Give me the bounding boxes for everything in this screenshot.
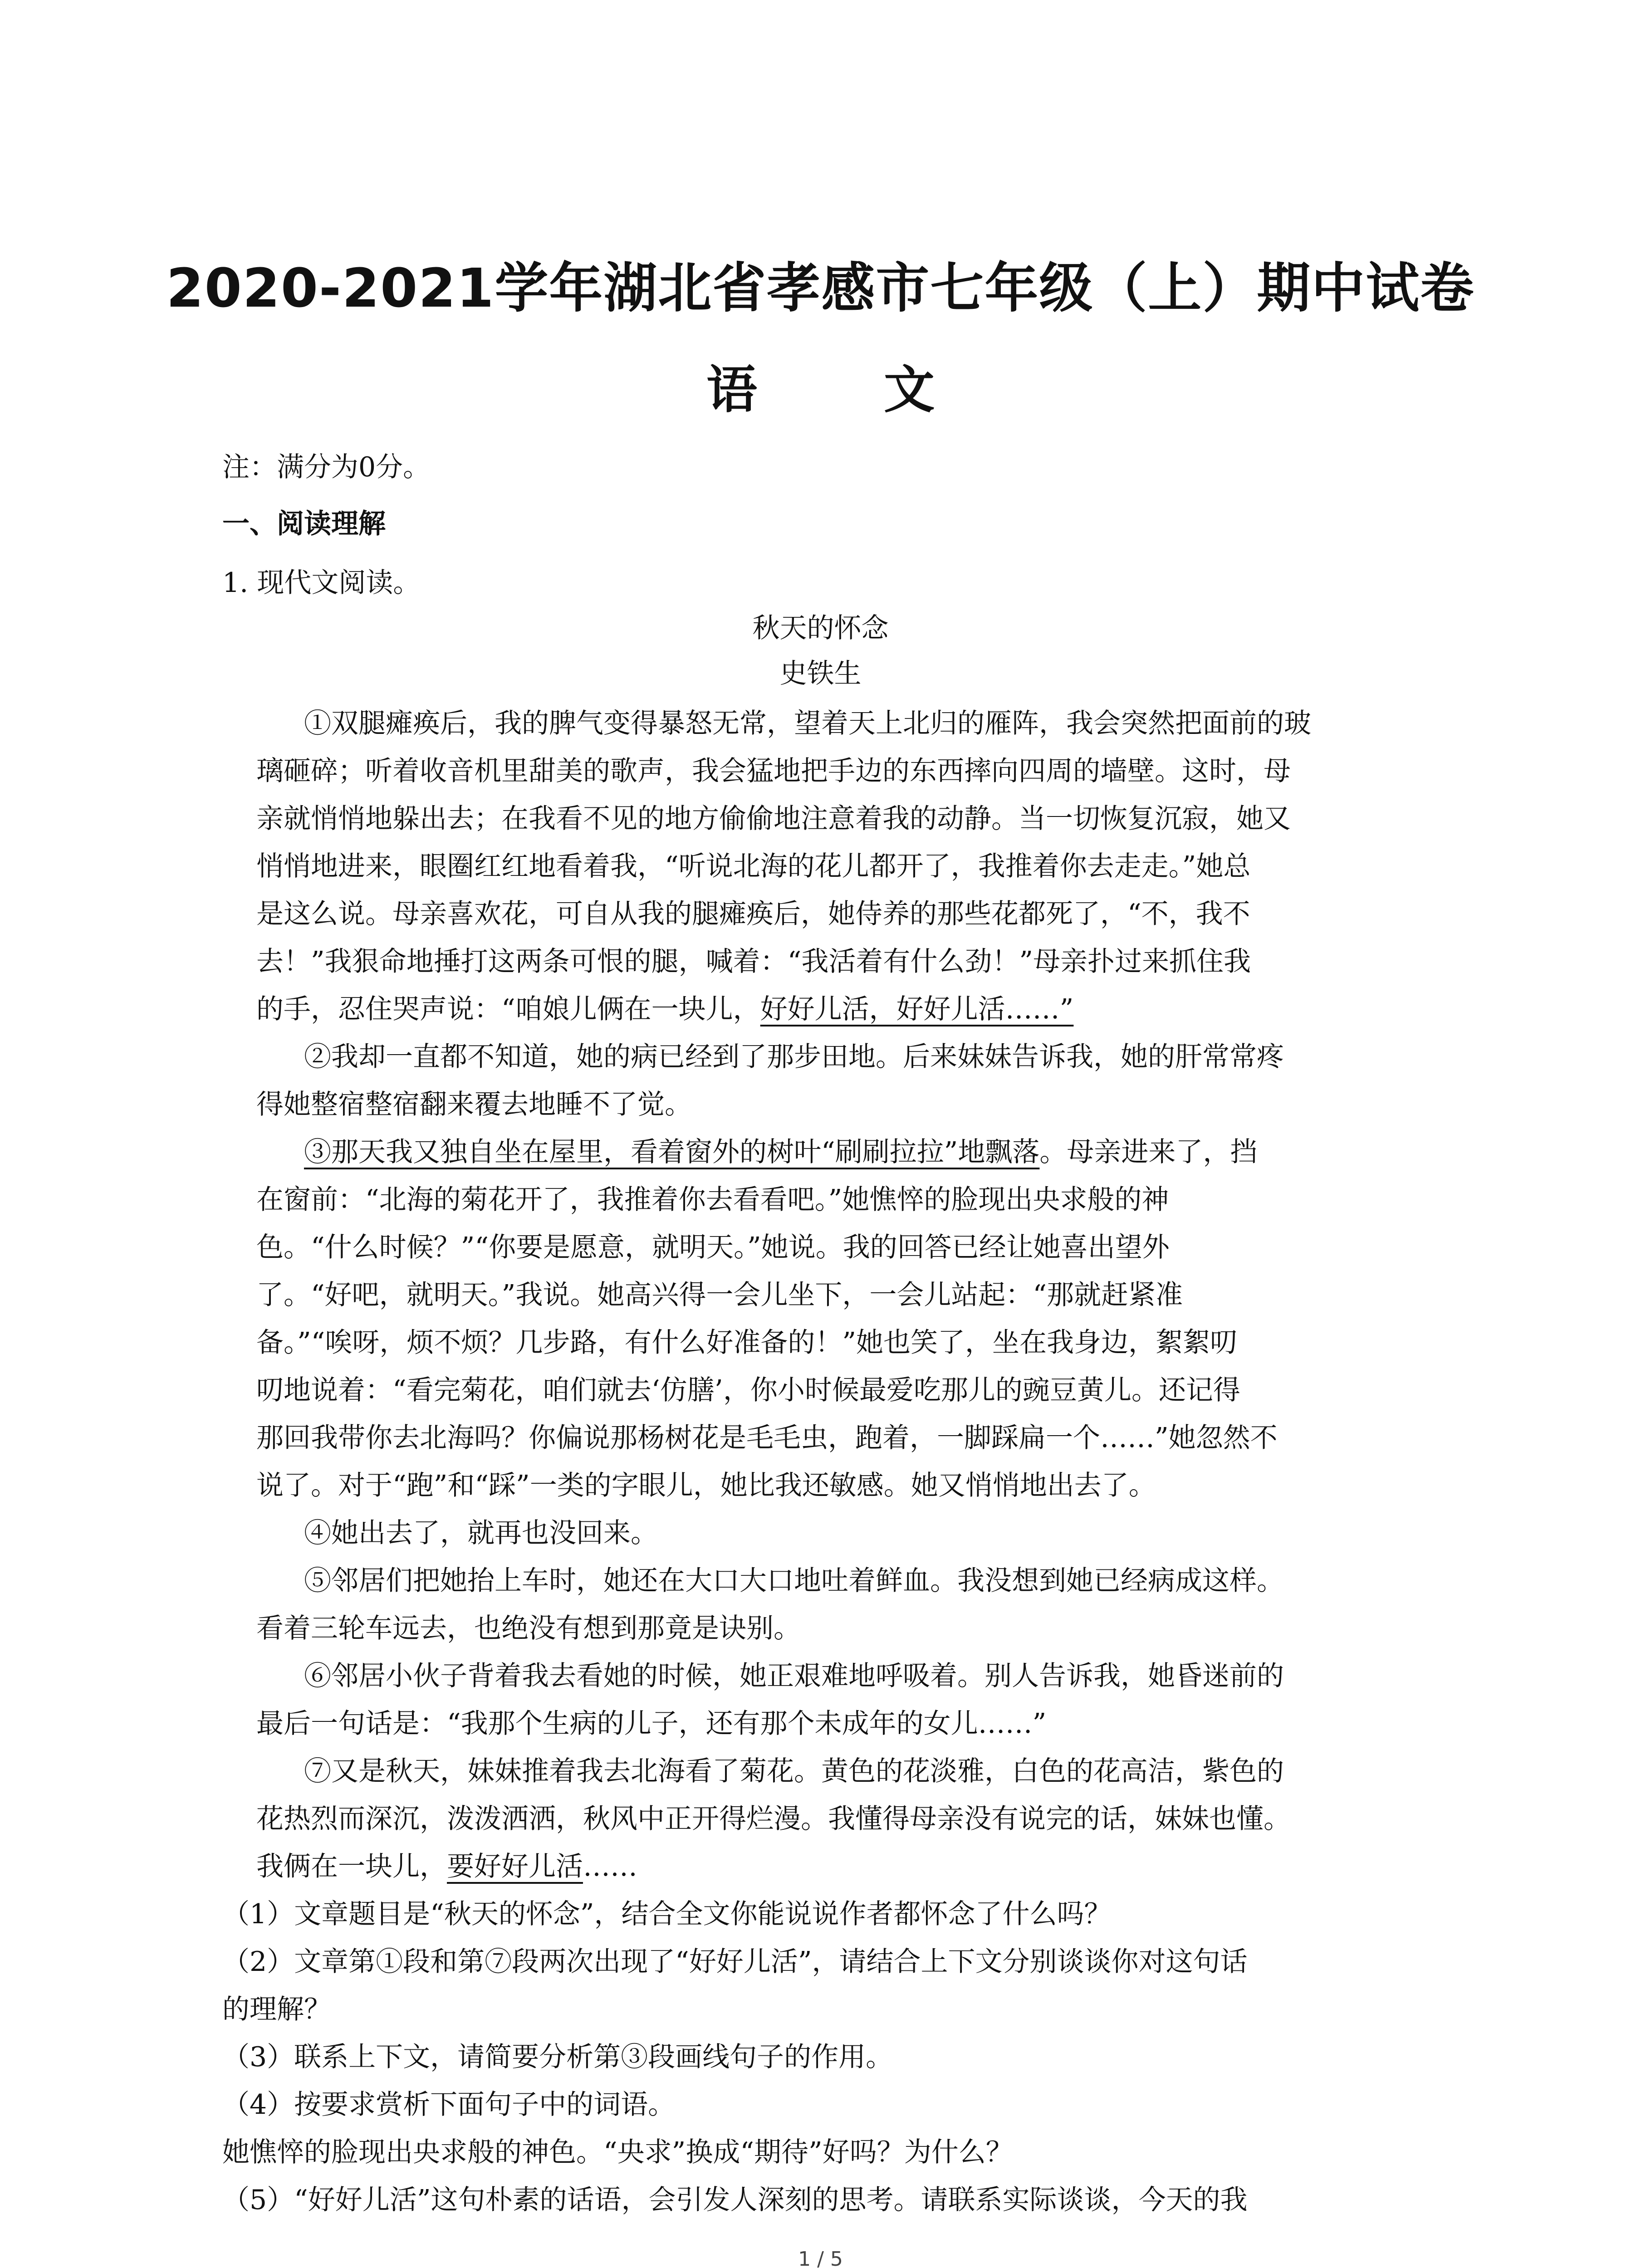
subquestion: （5）“好好儿活”这句朴素的话语，会引发人深刻的思考。请联系实际谈谈，今天的我 bbox=[222, 2184, 1248, 2216]
paragraph-line: ⑤邻居们把她抬上车时，她还在大口大口地吐着鲜血。我没想到她已经病成这样。 bbox=[304, 1565, 1284, 1597]
paragraph-line: 那回我带你去北海吗？你偏说那杨树花是毛毛虫，跑着，一脚踩扁一个……”她忽然不 bbox=[256, 1422, 1278, 1454]
paragraph-line: ①双腿瘫痪后，我的脾气变得暴怒无常，望着天上北归的雁阵，我会突然把面前的玻 bbox=[304, 708, 1311, 739]
paragraph-line: 看着三轮车远去，也绝没有想到那竟是诀别。 bbox=[256, 1613, 801, 1644]
article-title: 秋天的怀念 bbox=[752, 612, 889, 644]
paragraph-line: 备。”“唉呀，烦不烦？几步路，有什么好准备的！”她也笑了，坐在我身边，絮絮叨 bbox=[256, 1327, 1238, 1359]
paragraph-line: 说了。对于“跑”和“踩”一类的字眼儿，她比我还敏感。她又悄悄地出去了。 bbox=[256, 1470, 1156, 1501]
paragraph-line: 色。“什么时候？”“你要是愿意，就明天。”她说。我的回答已经让她喜出望外 bbox=[256, 1232, 1170, 1263]
paragraph-line: ⑦又是秋天，妹妹推着我去北海看了菊花。黄色的花淡雅，白色的花高洁，紫色的 bbox=[304, 1755, 1284, 1787]
paragraph-line: 最后一句话是：“我那个生病的儿子，还有那个未成年的女儿……” bbox=[256, 1708, 1047, 1740]
paragraph-line: ②我却一直都不知道，她的病已经到了那步田地。后来妹妹告诉我，她的肝常常疼 bbox=[304, 1041, 1284, 1073]
paragraph-text: 的手，忍住哭声说：“咱娘儿俩在一块儿， bbox=[256, 993, 760, 1025]
paragraph-line: 是这么说。母亲喜欢花，可自从我的腿瘫痪后，她侍养的那些花都死了，“不，我不 bbox=[256, 898, 1250, 930]
subquestion: 她憔悴的脸现出央求般的神色。“央求”换成“期待”好吗？为什么？ bbox=[222, 2136, 1013, 2168]
subquestion: （2）文章第①段和第⑦段两次出现了“好好儿活”，请结合上下文分别谈谈你对这句话 bbox=[222, 1946, 1248, 1978]
page-number: 1 / 5 bbox=[798, 2248, 843, 2268]
paragraph-line: 悄悄地进来，眼圈红红地看着我，“听说北海的花儿都开了，我推着你去走走。”她总 bbox=[256, 850, 1251, 882]
paragraph-line: 花热烈而深沉，泼泼洒洒，秋风中正开得烂漫。我懂得母亲没有说完的话，妹妹也懂。 bbox=[256, 1803, 1291, 1835]
section-heading: 一、阅读理解 bbox=[222, 508, 386, 540]
paragraph-line bbox=[256, 1853, 637, 1880]
article-author: 史铁生 bbox=[779, 658, 862, 689]
subject-title: 语 文 bbox=[706, 361, 989, 420]
paragraph-line: 叨地说着：“看完菊花，咱们就去‘仿膳’，你小时候最爱吃那儿的豌豆黄儿。还记得 bbox=[256, 1374, 1240, 1406]
subquestion: （1）文章题目是“秋天的怀念”，结合全文你能说说作者都怀念了什么吗？ bbox=[222, 1898, 1112, 1930]
paragraph-line: 得她整宿整宿翻来覆去地睡不了觉。 bbox=[256, 1089, 692, 1120]
paragraph-line: 了。“好吧，就明天。”我说。她高兴得一会儿坐下，一会儿站起：“那就赶紧准 bbox=[256, 1279, 1183, 1311]
paragraph-text: …… bbox=[583, 1851, 637, 1882]
paragraph-line bbox=[256, 993, 1074, 1025]
paragraph-text: 。母亲进来了，挡 bbox=[1039, 1136, 1258, 1168]
paragraph-line: ④她出去了，就再也没回来。 bbox=[304, 1517, 658, 1549]
subquestion: 的理解？ bbox=[222, 1994, 331, 2025]
exam-title: 2020-2021学年湖北省孝感市七年级（上）期中试卷 bbox=[166, 257, 1475, 319]
paragraph-text: 我俩在一块儿， bbox=[256, 1851, 447, 1882]
paragraph-line: 亲就悄悄地躲出去；在我看不见的地方偷偷地注意着我的动静。当一切恢复沉寂，她又 bbox=[256, 803, 1291, 835]
paragraph-line: 璃砸碎；听着收音机里甜美的歌声，我会猛地把手边的东西摔向四周的墙壁。这时，母 bbox=[256, 755, 1291, 787]
paragraph-line: ⑥邻居小伙子背着我去看她的时候，她正艰难地呼吸着。别人告诉我，她昏迷前的 bbox=[304, 1660, 1284, 1692]
question-label: 1. 现代文阅读。 bbox=[222, 567, 421, 599]
underlined-sentence: 要好好儿活 bbox=[447, 1851, 583, 1882]
subquestion: （4）按要求赏析下面句子中的词语。 bbox=[222, 2089, 676, 2121]
paragraph-line: 去！”我狠命地捶打这两条可恨的腿，喊着：“我活着有什么劲！”母亲扑过来抓住我 bbox=[256, 946, 1251, 978]
underlined-sentence: 好好儿活，好好儿活……” bbox=[760, 993, 1074, 1025]
score-note: 注：满分为0分。 bbox=[222, 451, 431, 483]
subquestion: （3）联系上下文，请简要分析第③段画线句子的作用。 bbox=[222, 2041, 893, 2073]
underlined-sentence: ③那天我又独自坐在屋里，看着窗外的树叶“刷刷拉拉”地飘落 bbox=[304, 1136, 1040, 1168]
paragraph-line: 在窗前：“北海的菊花开了，我推着你去看看吧。”她憔悴的脸现出央求般的神 bbox=[256, 1184, 1169, 1216]
paragraph-line bbox=[304, 1136, 1258, 1168]
